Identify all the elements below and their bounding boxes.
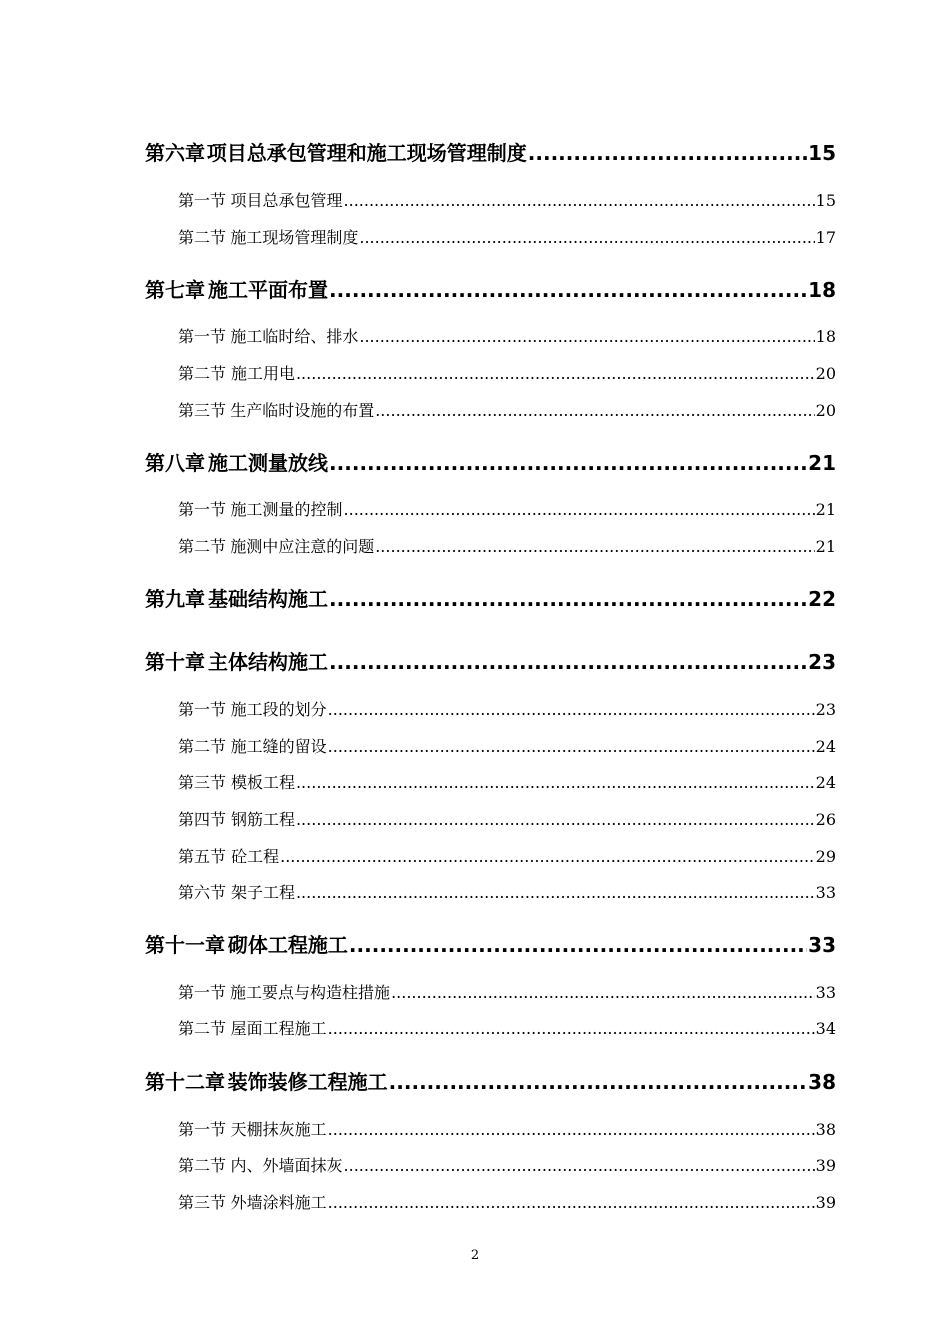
dot-leader — [329, 587, 807, 611]
dot-leader — [349, 933, 807, 957]
entry-page-number: 20 — [815, 401, 836, 420]
entry-page-number: 38 — [808, 1070, 836, 1094]
dot-leader — [296, 364, 815, 383]
entry-number: 第十章 — [145, 650, 205, 674]
entry-number: 第八章 — [145, 451, 205, 475]
entry-title: 主体结构施工 — [208, 650, 329, 674]
entry-page-number: 23 — [815, 700, 836, 719]
entry-number: 第十一章 — [145, 933, 225, 957]
toc-section-entry[interactable] — [0, 1117, 950, 1140]
entry-page-number: 33 — [815, 883, 836, 902]
entry-title: 施测中应注意的问题 — [230, 537, 375, 556]
entry-page-number: 26 — [815, 810, 836, 829]
dot-leader — [329, 278, 807, 302]
entry-page-number: 15 — [808, 141, 836, 165]
dot-leader — [296, 810, 815, 829]
page-number: 2 — [470, 1248, 480, 1263]
toc-section-entry[interactable] — [0, 980, 950, 1003]
entry-page-number: 38 — [815, 1120, 836, 1139]
toc-section-entry[interactable] — [0, 534, 950, 557]
entry-title: 基础结构施工 — [208, 587, 329, 611]
dot-leader — [296, 883, 815, 902]
entry-title: 施工测量放线 — [208, 451, 329, 475]
toc-chapter-entry[interactable] — [0, 137, 950, 166]
toc-section-entry[interactable] — [0, 770, 950, 793]
entry-number: 第三节 — [178, 1193, 227, 1212]
dot-leader — [328, 700, 815, 719]
entry-page-number: 20 — [815, 364, 836, 383]
entry-number: 第五节 — [178, 847, 227, 866]
entry-title: 施工测量的控制 — [230, 500, 343, 519]
entry-number: 第十二章 — [145, 1070, 225, 1094]
dot-leader — [359, 327, 814, 346]
dot-leader — [344, 191, 815, 210]
entry-page-number: 24 — [815, 737, 836, 756]
dot-leader — [328, 1193, 815, 1212]
dot-leader — [329, 650, 807, 674]
entry-title: 施工用电 — [230, 364, 295, 383]
entry-number: 第一节 — [178, 500, 227, 519]
toc-section-entry[interactable] — [0, 880, 950, 903]
entry-number: 第三节 — [178, 401, 227, 420]
entry-number: 第二节 — [178, 737, 227, 756]
toc-chapter-entry[interactable] — [0, 1066, 950, 1095]
entry-page-number: 17 — [815, 228, 836, 247]
entry-title: 项目总承包管理 — [230, 191, 343, 210]
entry-number: 第二节 — [178, 1019, 227, 1038]
entry-number: 第一节 — [178, 700, 227, 719]
toc-chapter-entry[interactable] — [0, 929, 950, 958]
entry-title: 施工现场管理制度 — [230, 228, 359, 247]
toc-section-entry[interactable] — [0, 398, 950, 421]
dot-leader — [391, 983, 815, 1002]
entry-page-number: 23 — [808, 650, 836, 674]
toc-section-entry[interactable] — [0, 225, 950, 248]
toc-section-entry[interactable] — [0, 844, 950, 867]
entry-number: 第二节 — [178, 1156, 227, 1175]
toc-section-entry[interactable] — [0, 1190, 950, 1213]
entry-title: 架子工程 — [230, 883, 295, 902]
toc-section-entry[interactable] — [0, 188, 950, 211]
entry-title: 砼工程 — [231, 847, 280, 866]
entry-title: 内、外墙面抹灰 — [230, 1156, 343, 1175]
entry-page-number: 21 — [815, 500, 836, 519]
entry-title: 钢筋工程 — [230, 810, 295, 829]
dot-leader — [359, 228, 814, 247]
dot-leader — [344, 500, 815, 519]
dot-leader — [328, 737, 815, 756]
dot-leader — [375, 401, 814, 420]
entry-page-number: 34 — [815, 1019, 836, 1038]
toc-section-entry[interactable] — [0, 1016, 950, 1039]
entry-title: 施工临时给、排水 — [230, 327, 359, 346]
entry-page-number: 39 — [815, 1193, 836, 1212]
entry-page-number: 21 — [815, 537, 836, 556]
entry-title: 模板工程 — [230, 773, 295, 792]
toc-chapter-entry[interactable] — [0, 274, 950, 303]
toc-chapter-entry[interactable] — [0, 447, 950, 476]
entry-title: 外墙涂料施工 — [230, 1193, 327, 1212]
toc-section-entry[interactable] — [0, 324, 950, 347]
entry-number: 第一节 — [178, 1120, 227, 1139]
entry-page-number: 18 — [808, 278, 836, 302]
dot-leader — [280, 847, 815, 866]
entry-number: 第七章 — [145, 278, 205, 302]
dot-leader — [389, 1070, 807, 1094]
entry-page-number: 29 — [815, 847, 836, 866]
entry-title: 生产临时设施的布置 — [230, 401, 375, 420]
entry-title: 屋面工程施工 — [230, 1019, 327, 1038]
entry-page-number: 33 — [808, 933, 836, 957]
entry-number: 第二节 — [178, 364, 227, 383]
entry-number: 第一节 — [178, 191, 227, 210]
entry-page-number: 18 — [815, 327, 836, 346]
entry-title: 装饰装修工程施工 — [227, 1070, 388, 1094]
entry-number: 第九章 — [145, 587, 205, 611]
entry-page-number: 39 — [815, 1156, 836, 1175]
toc-section-entry[interactable] — [0, 734, 950, 757]
entry-number: 第四节 — [178, 810, 227, 829]
entry-page-number: 21 — [808, 451, 836, 475]
entry-title: 项目总承包管理和施工现场管理制度 — [206, 141, 527, 165]
toc-section-entry[interactable] — [0, 807, 950, 830]
toc-section-entry[interactable] — [0, 361, 950, 384]
entry-page-number: 33 — [815, 983, 836, 1002]
entry-number: 第六节 — [178, 883, 227, 902]
entry-title: 砌体工程施工 — [227, 933, 348, 957]
toc-chapter-entry[interactable] — [0, 646, 950, 675]
entry-number: 第三节 — [178, 773, 227, 792]
entry-page-number: 24 — [815, 773, 836, 792]
entry-title: 施工平面布置 — [208, 278, 329, 302]
entry-number: 第一节 — [178, 327, 227, 346]
toc-section-entry[interactable] — [0, 697, 950, 720]
entry-number: 第一节 — [178, 983, 227, 1002]
entry-title: 施工缝的留设 — [230, 737, 327, 756]
dot-leader — [344, 1156, 815, 1175]
entry-number: 第二节 — [178, 228, 227, 247]
entry-page-number: 15 — [815, 191, 836, 210]
toc-section-entry[interactable] — [0, 497, 950, 520]
entry-page-number: 22 — [808, 587, 836, 611]
entry-title: 施工段的划分 — [230, 700, 327, 719]
entry-title: 天棚抹灰施工 — [230, 1120, 327, 1139]
toc-chapter-entry[interactable] — [0, 583, 950, 612]
entry-number: 第六章 — [145, 141, 205, 165]
dot-leader — [328, 1120, 815, 1139]
entry-title: 施工要点与构造柱措施 — [230, 983, 391, 1002]
toc-section-entry[interactable] — [0, 1153, 950, 1176]
dot-leader — [528, 141, 807, 165]
dot-leader — [375, 537, 814, 556]
dot-leader — [328, 1019, 815, 1038]
dot-leader — [329, 451, 807, 475]
entry-number: 第二节 — [178, 537, 227, 556]
dot-leader — [296, 773, 815, 792]
